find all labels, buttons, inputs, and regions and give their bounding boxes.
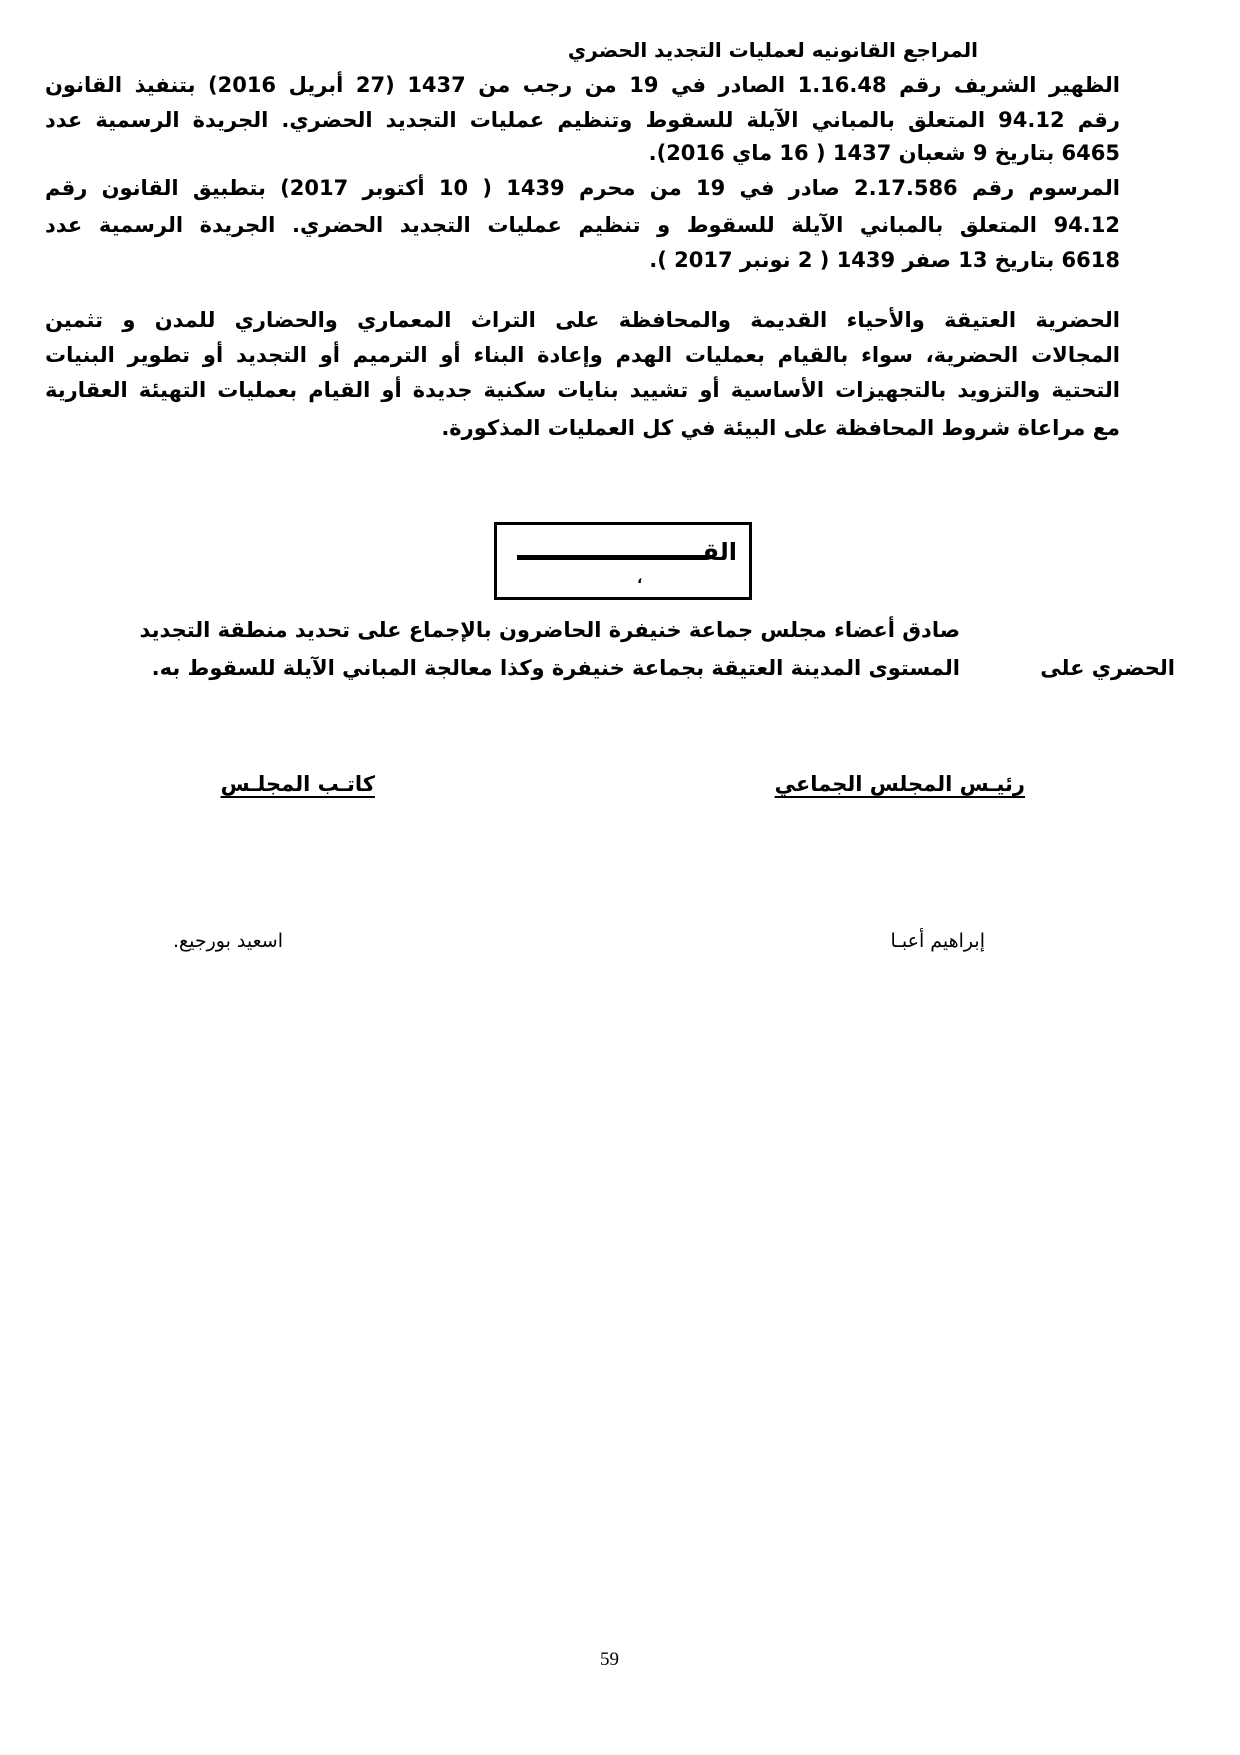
president-label: رئيـس المجلس الجماعي [774,772,1025,796]
decision-heading-box [494,522,752,600]
paragraph-line: 94.12 المتعلق بالمباني الآيلة للسقوط و تنظيم عمليات التجديد الحضري. الجريدة الرسمية عدد [45,213,1120,237]
paragraph-line: 6465 بتاريخ 9 شعبان 1437 ( 16 ماي 2016). [648,141,1120,165]
paragraph-line: المرسوم رقم 2.17.586 صادر في 19 من محرم 1439 ( 10 أكتوبر 2017) بتطبيق القانون رقم [45,176,1120,200]
paragraph-line: 6618 بتاريخ 13 صفر 1439 ( 2 نونبر 2017 ). [649,248,1120,272]
paragraph-line: الحضرية العتيقة والأحياء القديمة والمحافظة على التراث المعماري والحضاري للمدن و تثمين [45,308,1120,332]
secretary-label: كاتـب المجلـس [220,772,375,796]
section-heading: المراجع القانونيه لعمليات التجديد الحضري [567,38,978,62]
decision-heading-rule [517,555,707,560]
paragraph-line: التحتية والتزويد بالتجهيزات الأساسية أو تشييد بنايات سكنية جديدة أو القيام بعمليات التهيئة العقارية [45,378,1120,402]
secretary-name: اسعيد بورجيع. [172,930,283,952]
resolution-line: صادق أعضاء مجلس جماعة خنيفرة الحاضرون بالإجماع على تحديد منطقة التجديد [139,618,960,642]
president-name: إبراهيم أعبـا [890,930,985,952]
resolution-line-continued: المستوى المدينة العتيقة بجماعة خنيفرة وكذا معالجة المباني الآيلة للسقوط به. [151,656,960,680]
page-number: 59 [600,1649,619,1670]
paragraph-line: مع مراعاة شروط المحافظة على البيئة في كل العمليات المذكورة. [441,416,1120,440]
paragraph-line: المجالات الحضرية، سواء بالقيام بعمليات الهدم وإعادة البناء أو الترميم أو التجديد أو تطوير البنيات [45,343,1120,367]
decision-heading: القـ [694,538,737,566]
paragraph-line: رقم 94.12 المتعلق بالمباني الآيلة للسقوط وتنظيم عمليات التجديد الحضري. الجريدة الرسمية عدد [45,108,1120,132]
decision-heading-mark: ، [637,571,643,587]
resolution-line-start: الحضري على [1040,656,1175,680]
paragraph-line: الظهير الشريف رقم 1.16.48 الصادر في 19 من رجب من 1437 (27 أبريل 2016) بتنفيذ القانون [45,73,1120,97]
